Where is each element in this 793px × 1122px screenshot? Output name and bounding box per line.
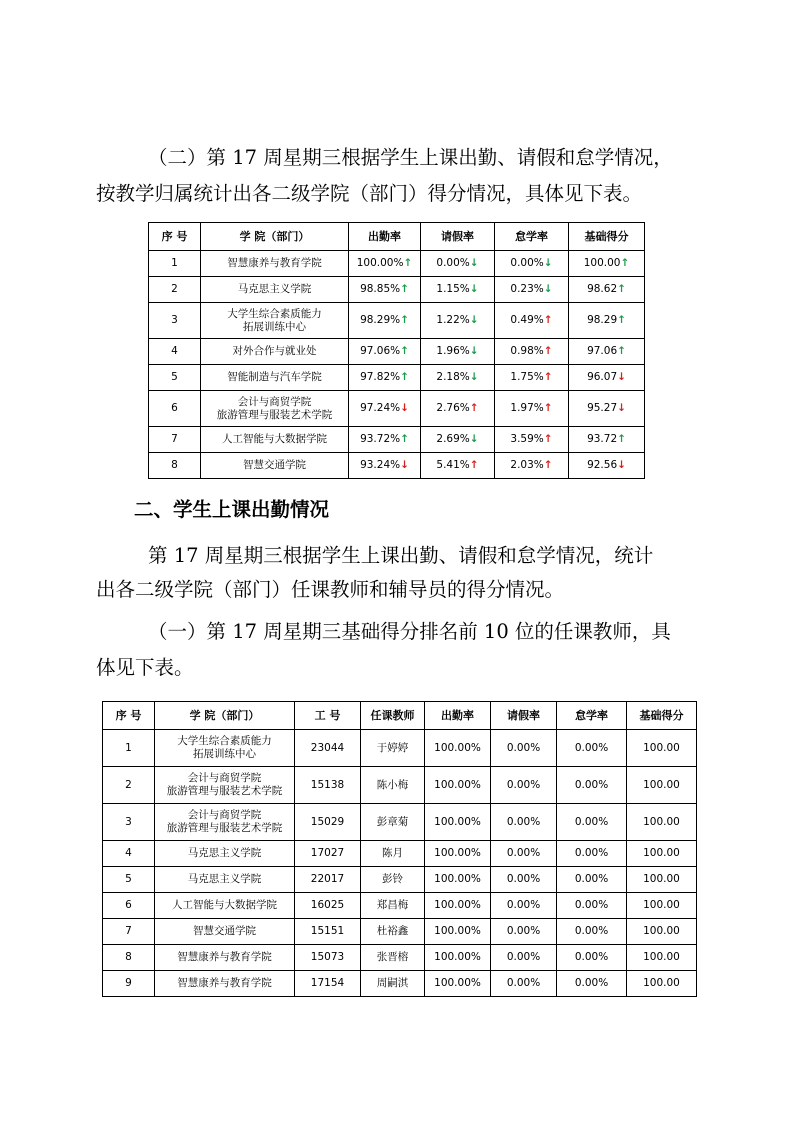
arrow-down-icon: ↓ <box>617 459 626 471</box>
arrow-up-icon: ↑ <box>617 345 626 357</box>
truancy-rate-cell <box>495 391 569 427</box>
row-number: 5 <box>103 867 155 893</box>
truancy-rate-cell <box>495 427 569 453</box>
attendance-rate: 97.06% <box>360 345 401 357</box>
staff-id: 15138 <box>295 767 361 804</box>
base-score: 100.00 <box>583 257 621 269</box>
truancy-rate: 0.00% <box>557 804 627 841</box>
table-row <box>149 391 645 427</box>
teacher-name: 彭章菊 <box>361 804 425 841</box>
college-name: 马克思主义学院 <box>155 867 295 893</box>
table-row <box>149 339 645 365</box>
truancy-rate: 1.97% <box>510 402 544 414</box>
truancy-rate: 1.75% <box>510 371 544 383</box>
leave-rate-cell <box>421 339 495 365</box>
teacher-name: 于婷婷 <box>361 730 425 767</box>
staff-id: 15151 <box>295 919 361 945</box>
base-score: 96.07 <box>587 371 618 383</box>
arrow-up-icon: ↑ <box>543 371 553 383</box>
college-name: 人工智能与大数据学院 <box>201 427 349 453</box>
table1-header-cell: 序 号 <box>149 223 201 251</box>
teacher-name: 周嗣淇 <box>361 971 425 997</box>
leave-rate: 0.00% <box>491 767 557 804</box>
staff-id: 22017 <box>295 867 361 893</box>
attendance-rate: 100.00% <box>425 893 491 919</box>
paragraph-2-line-2: 出各二级学院（部门）任课教师和辅导员的得分情况。 <box>96 578 565 601</box>
leave-rate: 2.69% <box>436 433 470 445</box>
attendance-rate: 98.29% <box>360 314 401 326</box>
college-name: 会计与商贸学院 旅游管理与服装艺术学院 <box>155 767 295 804</box>
staff-id: 15029 <box>295 804 361 841</box>
teacher-name: 陈小梅 <box>361 767 425 804</box>
arrow-up-icon: ↑ <box>617 283 626 295</box>
arrow-up-icon: ↑ <box>543 345 553 357</box>
table2-header-cell: 请假率 <box>491 702 557 730</box>
base-score: 98.29 <box>587 314 618 326</box>
table2-header-cell: 学 院（部门） <box>155 702 295 730</box>
truancy-rate: 0.00% <box>557 945 627 971</box>
leave-rate: 0.00% <box>491 841 557 867</box>
attendance-rate: 100.00% <box>425 919 491 945</box>
leave-rate-cell <box>421 365 495 391</box>
staff-id: 17154 <box>295 971 361 997</box>
arrow-down-icon: ↓ <box>469 314 479 326</box>
truancy-rate-cell <box>495 251 569 277</box>
leave-rate: 1.15% <box>436 283 470 295</box>
paragraph-1-line-2: 按教学归属统计出各二级学院（部门）得分情况，具体见下表。 <box>96 182 643 205</box>
table2-header-cell: 怠学率 <box>557 702 627 730</box>
college-name: 智慧交通学院 <box>201 453 349 479</box>
base-score: 98.62 <box>587 283 618 295</box>
truancy-rate: 0.00% <box>557 841 627 867</box>
leave-rate: 0.00% <box>491 945 557 971</box>
table-row <box>149 365 645 391</box>
attendance-rate: 100.00% <box>356 257 404 269</box>
arrow-up-icon: ↑ <box>400 433 409 445</box>
truancy-rate: 0.00% <box>557 893 627 919</box>
leave-rate: 1.96% <box>436 345 470 357</box>
attendance-rate-cell <box>349 427 421 453</box>
teacher-name: 彭铃 <box>361 867 425 893</box>
table-row <box>103 767 697 804</box>
college-name: 马克思主义学院 <box>201 277 349 303</box>
attendance-rate-cell <box>349 391 421 427</box>
leave-rate: 0.00% <box>491 919 557 945</box>
table-row <box>103 971 697 997</box>
leave-rate-cell <box>421 303 495 339</box>
table-row <box>149 427 645 453</box>
truancy-rate: 0.00% <box>510 257 544 269</box>
leave-rate-cell <box>421 277 495 303</box>
base-score: 93.72 <box>587 433 618 445</box>
attendance-rate-cell <box>349 277 421 303</box>
base-score-cell <box>569 427 645 453</box>
table-row <box>149 453 645 479</box>
attendance-rate-cell <box>349 251 421 277</box>
arrow-down-icon: ↓ <box>400 402 409 414</box>
leave-rate: 0.00% <box>436 257 470 269</box>
leave-rate: 0.00% <box>491 804 557 841</box>
table-row <box>103 804 697 841</box>
row-number: 6 <box>149 391 201 427</box>
paragraph-3-line-2: 体见下表。 <box>96 656 194 679</box>
truancy-rate: 0.23% <box>510 283 544 295</box>
arrow-up-icon: ↑ <box>543 459 553 471</box>
leave-rate-cell <box>421 251 495 277</box>
section-heading: 二、学生上课出勤情况 <box>134 498 330 521</box>
college-name: 智慧康养与教育学院 <box>155 971 295 997</box>
base-score-cell <box>569 365 645 391</box>
truancy-rate-cell <box>495 303 569 339</box>
attendance-rate: 100.00% <box>425 841 491 867</box>
college-name: 智慧交通学院 <box>155 919 295 945</box>
truancy-rate: 0.00% <box>557 971 627 997</box>
base-score-cell <box>569 251 645 277</box>
arrow-up-icon: ↑ <box>400 314 409 326</box>
truancy-rate: 0.00% <box>557 867 627 893</box>
base-score: 100.00 <box>627 945 697 971</box>
base-score: 100.00 <box>627 730 697 767</box>
leave-rate-cell <box>421 391 495 427</box>
leave-rate: 0.00% <box>491 971 557 997</box>
paragraph-1-line-1: （二）第 17 周星期三根据学生上课出勤、请假和怠学情况， <box>148 146 673 169</box>
base-score: 100.00 <box>627 804 697 841</box>
attendance-rate: 100.00% <box>425 730 491 767</box>
college-name: 智慧康养与教育学院 <box>155 945 295 971</box>
leave-rate: 5.41% <box>436 459 470 471</box>
truancy-rate: 3.59% <box>510 433 544 445</box>
arrow-up-icon: ↑ <box>543 314 553 326</box>
base-score: 100.00 <box>627 841 697 867</box>
arrow-down-icon: ↓ <box>543 257 553 269</box>
base-score: 92.56 <box>587 459 618 471</box>
leave-rate: 0.00% <box>491 893 557 919</box>
staff-id: 16025 <box>295 893 361 919</box>
college-name: 大学生综合素质能力 拓展训练中心 <box>201 303 349 339</box>
arrow-up-icon: ↑ <box>620 257 630 269</box>
base-score-cell <box>569 303 645 339</box>
truancy-rate: 0.00% <box>557 730 627 767</box>
leave-rate-cell <box>421 427 495 453</box>
attendance-rate: 100.00% <box>425 867 491 893</box>
table2-header-cell: 任课教师 <box>361 702 425 730</box>
base-score: 100.00 <box>627 971 697 997</box>
arrow-down-icon: ↓ <box>469 283 479 295</box>
teacher-ranking-table <box>102 701 697 997</box>
table-row <box>103 867 697 893</box>
arrow-down-icon: ↓ <box>400 459 409 471</box>
arrow-up-icon: ↑ <box>469 459 479 471</box>
arrow-up-icon: ↑ <box>469 402 479 414</box>
base-score-cell <box>569 453 645 479</box>
college-name: 智能制造与汽车学院 <box>201 365 349 391</box>
arrow-down-icon: ↓ <box>469 371 479 383</box>
row-number: 1 <box>149 251 201 277</box>
base-score-cell <box>569 391 645 427</box>
row-number: 8 <box>149 453 201 479</box>
base-score-cell <box>569 277 645 303</box>
row-number: 2 <box>149 277 201 303</box>
staff-id: 23044 <box>295 730 361 767</box>
attendance-rate: 98.85% <box>360 283 401 295</box>
college-name: 大学生综合素质能力 拓展训练中心 <box>155 730 295 767</box>
attendance-rate: 100.00% <box>425 767 491 804</box>
base-score: 100.00 <box>627 919 697 945</box>
leave-rate-cell <box>421 453 495 479</box>
row-number: 9 <box>103 971 155 997</box>
leave-rate: 0.00% <box>491 867 557 893</box>
arrow-down-icon: ↓ <box>469 345 479 357</box>
leave-rate: 2.18% <box>436 371 470 383</box>
table2-header-cell: 出勤率 <box>425 702 491 730</box>
attendance-rate: 97.82% <box>360 371 401 383</box>
row-number: 3 <box>103 804 155 841</box>
table2-header-cell: 工 号 <box>295 702 361 730</box>
row-number: 8 <box>103 945 155 971</box>
table2-header-cell: 基础得分 <box>627 702 697 730</box>
base-score: 97.06 <box>587 345 618 357</box>
attendance-rate: 93.24% <box>360 459 401 471</box>
arrow-up-icon: ↑ <box>617 433 626 445</box>
arrow-up-icon: ↑ <box>400 283 409 295</box>
truancy-rate: 0.00% <box>557 767 627 804</box>
row-number: 7 <box>103 919 155 945</box>
truancy-rate-cell <box>495 277 569 303</box>
arrow-down-icon: ↓ <box>543 283 553 295</box>
arrow-down-icon: ↓ <box>469 433 479 445</box>
attendance-rate-cell <box>349 453 421 479</box>
arrow-up-icon: ↑ <box>400 371 409 383</box>
table-row <box>149 303 645 339</box>
table1-header-cell: 怠学率 <box>495 223 569 251</box>
attendance-rate: 93.72% <box>360 433 401 445</box>
truancy-rate-cell <box>495 339 569 365</box>
arrow-down-icon: ↓ <box>469 257 479 269</box>
teacher-name: 郑昌梅 <box>361 893 425 919</box>
arrow-down-icon: ↓ <box>617 371 626 383</box>
row-number: 5 <box>149 365 201 391</box>
leave-rate: 2.76% <box>436 402 470 414</box>
row-number: 4 <box>103 841 155 867</box>
table-row <box>103 730 697 767</box>
row-number: 4 <box>149 339 201 365</box>
attendance-rate-cell <box>349 339 421 365</box>
truancy-rate-cell <box>495 365 569 391</box>
college-name: 对外合作与就业处 <box>201 339 349 365</box>
row-number: 1 <box>103 730 155 767</box>
table-row <box>103 919 697 945</box>
truancy-rate: 0.49% <box>510 314 544 326</box>
college-name: 人工智能与大数据学院 <box>155 893 295 919</box>
truancy-rate: 2.03% <box>510 459 544 471</box>
attendance-rate: 100.00% <box>425 945 491 971</box>
teacher-name: 张晋榕 <box>361 945 425 971</box>
row-number: 3 <box>149 303 201 339</box>
table1-header-cell: 学 院（部门） <box>201 223 349 251</box>
row-number: 2 <box>103 767 155 804</box>
table-row <box>149 277 645 303</box>
attendance-rate: 97.24% <box>360 402 401 414</box>
base-score: 95.27 <box>587 402 618 414</box>
table-row <box>103 841 697 867</box>
arrow-up-icon: ↑ <box>543 402 553 414</box>
truancy-rate-cell <box>495 453 569 479</box>
attendance-rate-cell <box>349 303 421 339</box>
table1-header-cell: 出勤率 <box>349 223 421 251</box>
paragraph-3-line-1: （一）第 17 周星期三基础得分排名前 10 位的任课教师，具 <box>148 620 671 643</box>
arrow-up-icon: ↑ <box>403 257 413 269</box>
table-row <box>103 945 697 971</box>
arrow-up-icon: ↑ <box>400 345 409 357</box>
teacher-name: 陈月 <box>361 841 425 867</box>
table1-header-cell: 请假率 <box>421 223 495 251</box>
college-name: 智慧康养与教育学院 <box>201 251 349 277</box>
attendance-rate: 100.00% <box>425 971 491 997</box>
base-score: 100.00 <box>627 867 697 893</box>
row-number: 6 <box>103 893 155 919</box>
truancy-rate: 0.00% <box>557 919 627 945</box>
teacher-name: 杜裕鑫 <box>361 919 425 945</box>
leave-rate: 1.22% <box>436 314 470 326</box>
college-score-table <box>148 222 645 479</box>
staff-id: 17027 <box>295 841 361 867</box>
table2-header-cell: 序 号 <box>103 702 155 730</box>
attendance-rate: 100.00% <box>425 804 491 841</box>
college-name: 马克思主义学院 <box>155 841 295 867</box>
staff-id: 15073 <box>295 945 361 971</box>
college-name: 会计与商贸学院 旅游管理与服装艺术学院 <box>201 391 349 427</box>
college-name: 会计与商贸学院 旅游管理与服装艺术学院 <box>155 804 295 841</box>
truancy-rate: 0.98% <box>510 345 544 357</box>
base-score-cell <box>569 339 645 365</box>
row-number: 7 <box>149 427 201 453</box>
attendance-rate-cell <box>349 365 421 391</box>
table1-header-cell: 基础得分 <box>569 223 645 251</box>
arrow-down-icon: ↓ <box>617 402 626 414</box>
base-score: 100.00 <box>627 767 697 804</box>
base-score: 100.00 <box>627 893 697 919</box>
arrow-up-icon: ↑ <box>617 314 626 326</box>
table-row <box>149 251 645 277</box>
table-row <box>103 893 697 919</box>
paragraph-2-line-1: 第 17 周星期三根据学生上课出勤、请假和怠学情况，统计 <box>148 544 654 567</box>
arrow-up-icon: ↑ <box>543 433 553 445</box>
leave-rate: 0.00% <box>491 730 557 767</box>
